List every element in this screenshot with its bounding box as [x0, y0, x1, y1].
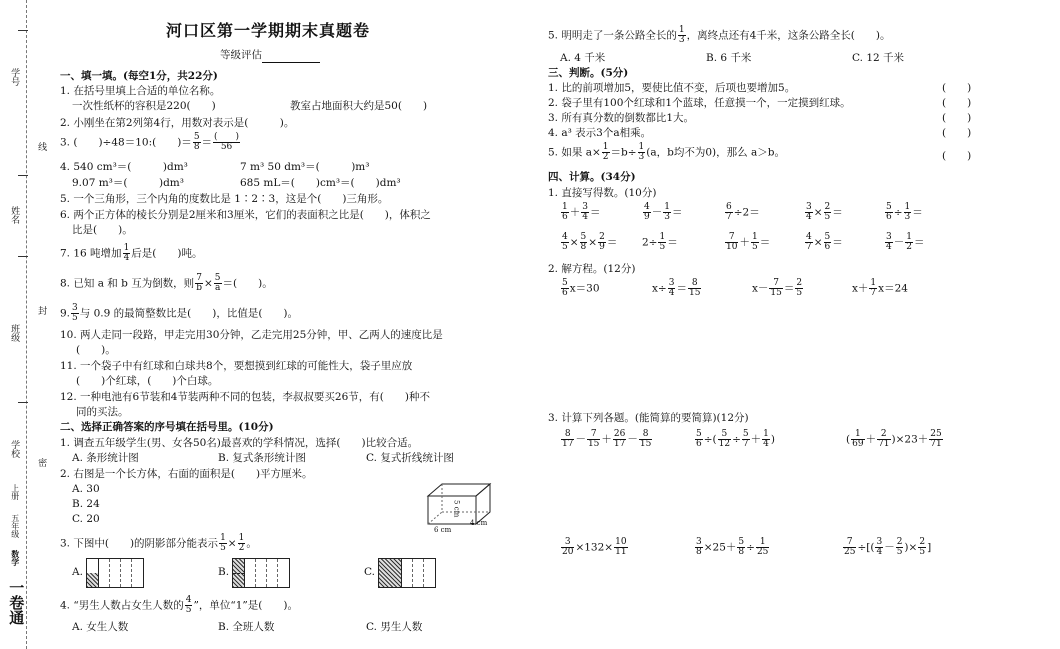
q2-3-figure-b	[232, 558, 290, 588]
label-book: 上册	[10, 484, 20, 500]
calc-sub-3: 3. 计算下列各题。(能简算的要简算)(12分)	[548, 412, 749, 424]
compute-3: ( $\frac{1}{69}$ ＋ $\frac{2}{71}$ )×23＋ $\frac{25}{71}$	[846, 429, 942, 449]
seal-mark-secret: 密	[36, 458, 47, 467]
compute-5: $\frac{3}{8}$ ×25＋ $\frac{5}{8}$ ÷ $\frac{1}{25}$	[696, 537, 769, 557]
q2-1-opt-a[interactable]: A. 条形统计图	[72, 452, 139, 464]
calc-sub-1: 1. 直接写得数。(10分)	[548, 187, 657, 199]
oral-calc-1: $\frac{1}{6}$ ＋ $\frac{3}{4}$ ＝	[562, 202, 601, 222]
q1-10b: ( )。	[76, 344, 116, 356]
q2-3-figure-a	[86, 558, 144, 588]
section-3-heading: 三、判断。(5分)	[548, 67, 629, 79]
compute-6: $\frac{7}{25}$ ÷[( $\frac{3}{4}$ － $\frac{2}{5}$ )× $\frac{2}{5}$ ]	[844, 537, 932, 557]
q1-4d: 685 mL＝( )cm³＝( )dm³	[240, 177, 401, 189]
label-class: 班级	[9, 324, 20, 342]
judge-5: 5. 如果 a× $\frac{1}{2}$ ＝b÷ $\frac{1}{3}$ (a，b均不为0)，那么 a＞b。	[548, 142, 785, 162]
equation-3: x－ $\frac{7}{15}$ ＝ $\frac{2}{5}$	[752, 278, 803, 298]
q2-2-opt-c[interactable]: C. 20	[72, 513, 100, 525]
q1-1a: 一次性纸杯的容积是220( )	[72, 100, 216, 112]
oral-calc-7: 2÷ $\frac{1}{5}$ ＝	[642, 232, 678, 252]
q1-8: 8. 已知 a 和 b 互为倒数，则 $\frac{7}{b}$ × $\frac{5}{a}$ ＝( )。	[60, 273, 273, 293]
equation-4: x＋ $\frac{1}{7}$ x＝24	[852, 278, 908, 298]
cuboid-height-label: 5 cm	[452, 500, 461, 518]
compute-4: $\frac{3}{20}$ ×132× $\frac{10}{11}$	[562, 537, 627, 557]
q2-5-opt-b[interactable]: B. 6 千米	[706, 52, 752, 64]
oral-calc-4: $\frac{3}{4}$ × $\frac{2}{5}$ ＝	[806, 202, 843, 222]
page-title: 河口区第一学期期末真题卷	[166, 21, 371, 40]
section-2-heading: 二、选择正确答案的序号填在括号里。(10分)	[60, 421, 274, 433]
oral-calc-6: $\frac{4}{5}$ × $\frac{5}{8}$ × $\frac{2}{9}$ ＝	[562, 232, 618, 252]
judge-5-answer[interactable]: ( )	[942, 150, 972, 162]
q2-5: 5. 明明走了一条公路全长的 $\frac{1}{3}$ ，离终点还有4千米，这条公路全长( )。	[548, 25, 891, 45]
q2-1-opt-b[interactable]: B. 复式条形统计图	[218, 452, 306, 464]
shaded-region	[87, 573, 98, 587]
shaded-region	[379, 559, 401, 587]
label-school: 学校	[9, 440, 20, 458]
cuboid-right-face	[476, 484, 490, 524]
grade-evaluation: 等级评估	[220, 48, 320, 63]
q2-3-opt-a[interactable]: A.	[72, 566, 83, 578]
q2-2: 2. 右图是一个长方体，右面的面积是( )平方厘米。	[60, 468, 313, 480]
oral-calc-10: $\frac{3}{4}$ － $\frac{1}{2}$ ＝	[886, 232, 925, 252]
label-student-id: 学号	[9, 68, 20, 86]
q1-4c: 9.07 m³＝( )dm³	[72, 177, 184, 189]
judge-2-answer[interactable]: ( )	[942, 97, 972, 109]
q1-3: 3. ( )÷48＝10:( )＝ $\frac{5}{8}$ ＝ $\frac{( )}{56}$	[60, 132, 240, 152]
q2-4-opt-b[interactable]: B. 全班人数	[218, 621, 275, 633]
section-1-heading: 一、填一填。(每空1分，共22分)	[60, 70, 218, 82]
oral-calc-9: $\frac{4}{7}$ × $\frac{5}{6}$ ＝	[806, 232, 843, 252]
judge-3: 3. 所有真分数的倒数都比1大。	[548, 112, 695, 124]
q1-5: 5. 一个三角形，三个内角的度数比是 1∶2∶3，这是个( )三角形。	[60, 193, 389, 205]
q2-3-opt-c[interactable]: C.	[364, 566, 375, 578]
grade-blank[interactable]	[262, 48, 320, 63]
equation-1: $\frac{5}{6}$ x＝30	[562, 278, 600, 298]
q2-3: 3. 下图中( )的阴影部分能表示 $\frac{1}{5}$ × $\frac{1}{2}$ 。	[60, 533, 257, 553]
label-name: 姓名	[9, 206, 20, 224]
oral-calc-2: $\frac{4}{9}$ － $\frac{1}{3}$ ＝	[644, 202, 683, 222]
q1-12a: 12. 一种电池有6节装和4节装两种不同的包装，李叔叔要买26节，有( )种不	[60, 391, 430, 403]
q2-2-opt-a[interactable]: A. 30	[72, 483, 100, 495]
binding-margin	[0, 0, 46, 649]
q1-1: 1. 在括号里填上合适的单位名称。	[60, 85, 221, 97]
section-4-heading: 四、计算。(34分)	[548, 171, 636, 183]
cuboid-width-label: 4 cm	[470, 519, 488, 527]
judge-3-answer[interactable]: ( )	[942, 112, 972, 124]
q2-4: 4. “男生人数占女生人数的 $\frac{4}{5}$ ”，单位“1”是( )。	[60, 595, 298, 615]
q2-1-opt-c[interactable]: C. 复式折线统计图	[366, 452, 454, 464]
q1-10a: 10. 两人走同一段路，甲走完用30分钟，乙走完用25分钟，甲、乙两人的速度比是	[60, 329, 443, 341]
oral-calc-3: $\frac{6}{7}$ ÷2＝	[726, 202, 760, 222]
q1-6a: 6. 两个正方体的棱长分别是2厘米和3厘米，它们的表面积之比是( )，体积之	[60, 209, 431, 221]
q1-1b: 教室占地面积大约是50( )	[290, 100, 428, 112]
q1-11a: 11. 一个袋子中有红球和白球共8个，要想摸到红球的可能性大，袋子里应放	[60, 360, 413, 372]
calc-sub-2: 2. 解方程。(12分)	[548, 263, 636, 275]
q1-4a: 4. 540 cm³＝( )dm³	[60, 161, 188, 173]
q2-2-opt-b[interactable]: B. 24	[72, 498, 100, 510]
q2-1: 1. 调查五年级学生(男、女各50名)最喜欢的学科情况，选择( )比较合适。	[60, 437, 419, 449]
compute-1: $\frac{8}{17}$ － $\frac{7}{15}$ ＋ $\frac{26}{17}$ － $\frac{8}{15}$	[562, 429, 652, 449]
judge-4-answer[interactable]: ( )	[942, 127, 972, 139]
brand-logo: 一卷通	[7, 580, 26, 625]
q1-9: 9. $\frac{3}{5}$ 与 0.9 的最简整数比是( )，比值是( )。	[60, 303, 299, 323]
oral-calc-5: $\frac{5}{6}$ ÷ $\frac{1}{3}$ ＝	[886, 202, 923, 222]
q1-2: 2. 小刚坐在第2列第4行，用数对表示是( )。	[60, 117, 295, 129]
q1-6b: 比是( )。	[72, 224, 133, 236]
judge-1-answer[interactable]: ( )	[942, 82, 972, 94]
q1-11b: ( )个红球，( )个白球。	[76, 375, 219, 387]
q2-4-opt-c[interactable]: C. 男生人数	[366, 621, 423, 633]
cuboid-top-face	[428, 484, 490, 496]
label-grade: 五年级	[10, 514, 20, 538]
q1-12b: 同的买法。	[76, 406, 129, 418]
label-subject: 数学	[10, 550, 20, 566]
equation-2: x÷ $\frac{3}{4}$ ＝ $\frac{8}{15}$	[652, 278, 701, 298]
q1-4b: 7 m³ 50 dm³＝( )m³	[240, 161, 370, 173]
q1-7: 7. 16 吨增加 $\frac{1}{4}$ 后是( )吨。	[60, 243, 203, 263]
cuboid-length-label: 6 cm	[434, 526, 452, 534]
q2-5-opt-a[interactable]: A. 4 千米	[560, 52, 606, 64]
compute-2: $\frac{5}{6}$ ÷( $\frac{5}{12}$ ÷ $\frac{5}{7}$ ＋ $\frac{1}{4}$ )	[696, 429, 775, 449]
seal-mark-line: 线	[36, 142, 47, 151]
q2-3-opt-b[interactable]: B.	[218, 566, 230, 578]
q2-3-figure-c	[378, 558, 436, 588]
cuboid-hidden-edge	[428, 512, 442, 524]
oral-calc-8: $\frac{7}{10}$ ＋ $\frac{1}{5}$ ＝	[726, 232, 771, 252]
judge-1: 1. 比的前项增加5，要使比值不变，后项也要增加5。	[548, 82, 796, 94]
q2-4-opt-a[interactable]: A. 女生人数	[72, 621, 129, 633]
q2-5-opt-c[interactable]: C. 12 千米	[852, 52, 905, 64]
judge-4: 4. a³ 表示3个a相乘。	[548, 127, 652, 139]
cut-line	[26, 0, 27, 649]
judge-2: 2. 袋子里有100个红球和1个蓝球，任意摸一个，一定摸到红球。	[548, 97, 851, 109]
seal-mark-seal: 封	[36, 306, 47, 315]
